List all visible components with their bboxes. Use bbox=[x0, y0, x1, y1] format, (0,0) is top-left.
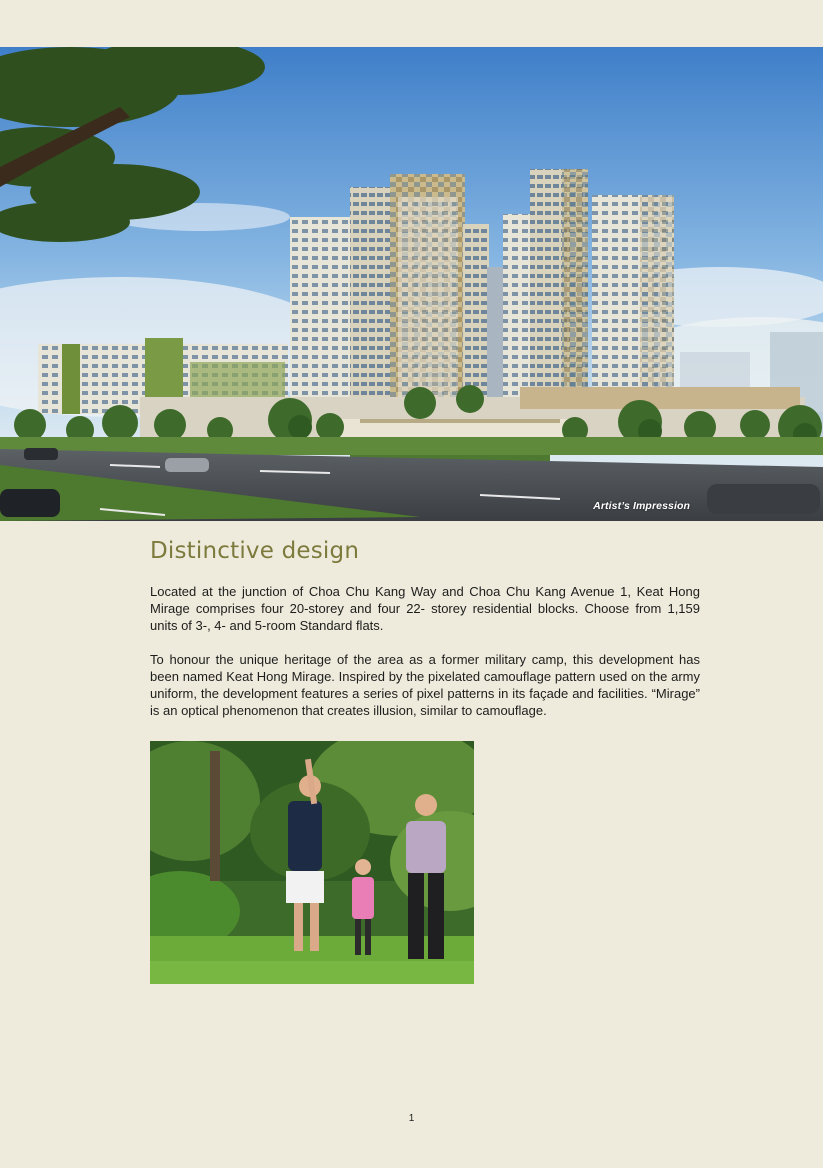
family-photo bbox=[150, 741, 474, 984]
heritage-paragraph: To honour the unique heritage of the area as a former military camp, this development has been named Keat Hong Mirage. Inspired by the pixelated camouflage pattern used on the army uniform, the development features a series of pixel patterns in its façade and facilities. “Mirage” is an optical phenomenon that creates illusion, similar to camouflage. bbox=[150, 652, 700, 718]
development-illustration bbox=[0, 47, 823, 521]
hero-image bbox=[0, 47, 823, 521]
family-walking-illustration bbox=[150, 741, 474, 984]
section-heading: Distinctive design bbox=[150, 538, 360, 564]
page-number: 1 bbox=[408, 1113, 415, 1124]
intro-paragraph: Located at the junction of Choa Chu Kang Way and Choa Chu Kang Avenue 1, Keat Hong Mirage comprises four 20-storey and four 22- storey residential blocks. Choose from 1,159 units of 3-, 4- and 5-room Standard flats. bbox=[150, 584, 700, 633]
hero-caption: Artist’s Impression bbox=[593, 500, 690, 512]
